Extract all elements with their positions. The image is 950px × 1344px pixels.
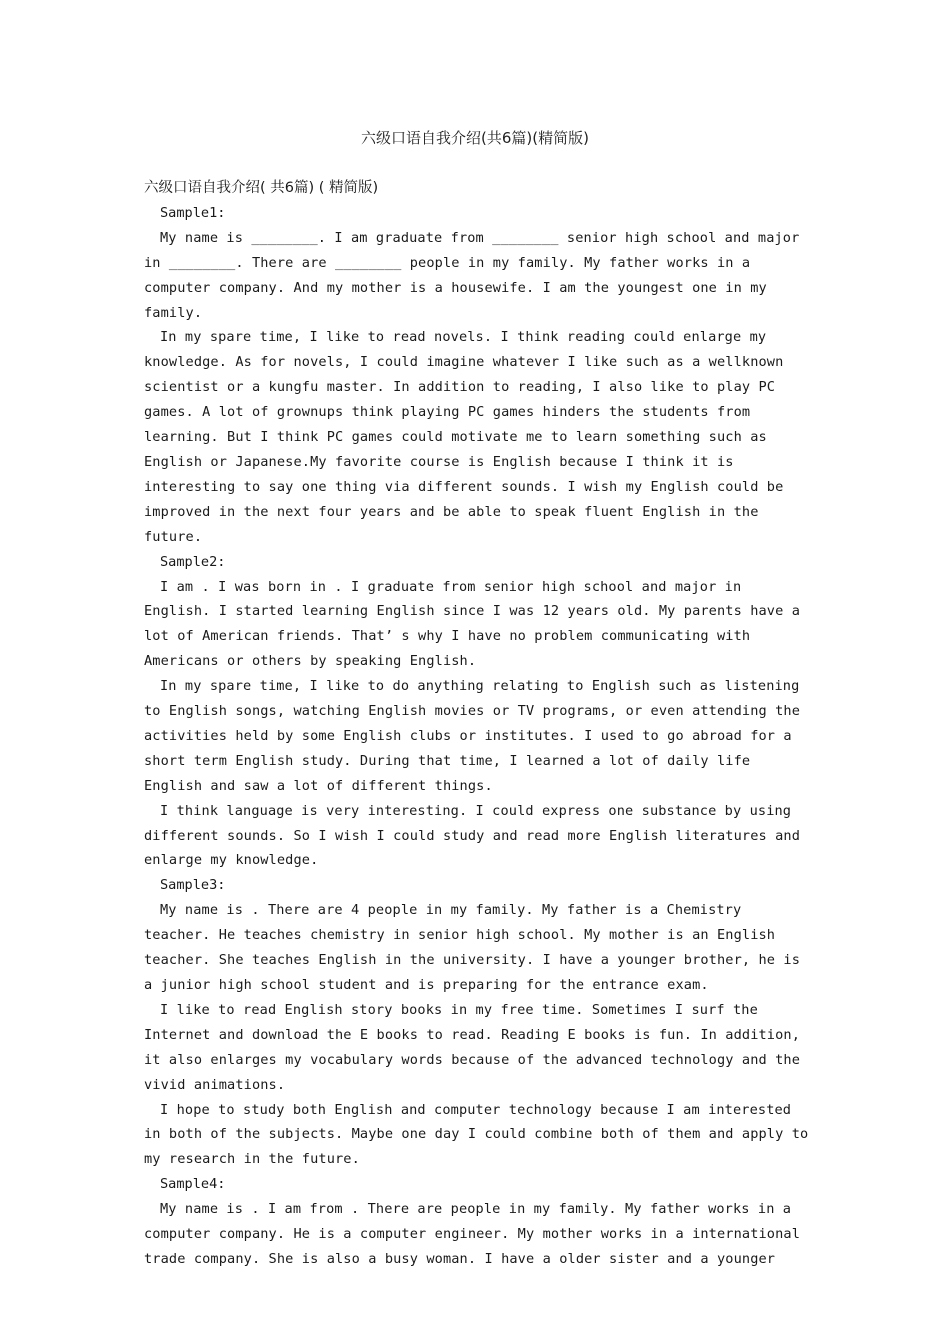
document-body bbox=[144, 176, 812, 1272]
paragraph: I hope to study both English and computer technology because I am interested in both of the subjects. Maybe one day I could combine both of them and apply to my research in the future. bbox=[144, 1101, 809, 1168]
paragraph: My name is . There are 4 people in my family. My father is a Chemistry teacher. He teaches chemistry in senior high school. My mother is an English teacher. She teaches English in the university. I have a younger brother, he is a junior high school student and is preparing for the entrance exam. bbox=[144, 902, 801, 993]
paragraph: In my spare time, I like to read novels. I think reading could enlarge my knowledge. As for novels, I could imagine whatever I like such as a wellknown scientist or a kungfu master. In addition to reading, I also like to play PC games. A lot of grownups think playing PC games hinders the students from learning. But I think PC games could motivate me to learn something such as English or Japanese.My favorite course is English because I think it is interesting to say one thing via different sounds. I wish my English could be improved in the next four years and be able to speak fluent English in the future. bbox=[144, 329, 784, 545]
sample-label: Sample4: bbox=[160, 1176, 226, 1193]
paragraph: In my spare time, I like to do anything relating to English such as listening to English songs, watching English movies or TV programs, or even attending the activities held by some English clubs or institutes. I used to go abroad for a short term English study. During that time, I learned a lot of daily life English and saw a lot of different things. bbox=[144, 678, 801, 794]
paragraph: My name is ________. I am graduate from ________ senior high school and major in ________. There are ________ people in my family. My father works in a computer company. And my mother is a housewife. I am the youngest one in my family. bbox=[144, 229, 800, 321]
sample-label: Sample3: bbox=[160, 877, 226, 894]
document-title: 六级口语自我介绍(共6篇)(精简版) bbox=[361, 129, 589, 147]
paragraph: I think language is very interesting. I could express one substance by using different sounds. So I wish I could study and read more English literatures and enlarge my knowledge. bbox=[144, 802, 801, 869]
sample-label: Sample1: bbox=[160, 204, 226, 221]
paragraph: I like to read English story books in my free time. Sometimes I surf the Internet and download the E books to read. Reading E books is fun. In addition, it also enlarges my vocabulary words because of the advanced technology and the vivid animations. bbox=[144, 1001, 801, 1093]
paragraph: I am . I was born in . I graduate from senior high school and major in English. I started learning English since I was 12 years old. My parents have a lot of American friends. That’ s why I have no problem communicating with Americans or others by speaking English. bbox=[144, 578, 801, 670]
document-heading: 六级口语自我介绍( 共6篇) ( 精简版) bbox=[144, 180, 379, 196]
paragraph: My name is . I am from . There are people in my family. My father works in a computer company. He is a computer engineer. My mother works in a international trade company. She is also a busy woman. I have a older sister and a younger bbox=[144, 1201, 801, 1267]
sample-label: Sample2: bbox=[160, 553, 226, 570]
